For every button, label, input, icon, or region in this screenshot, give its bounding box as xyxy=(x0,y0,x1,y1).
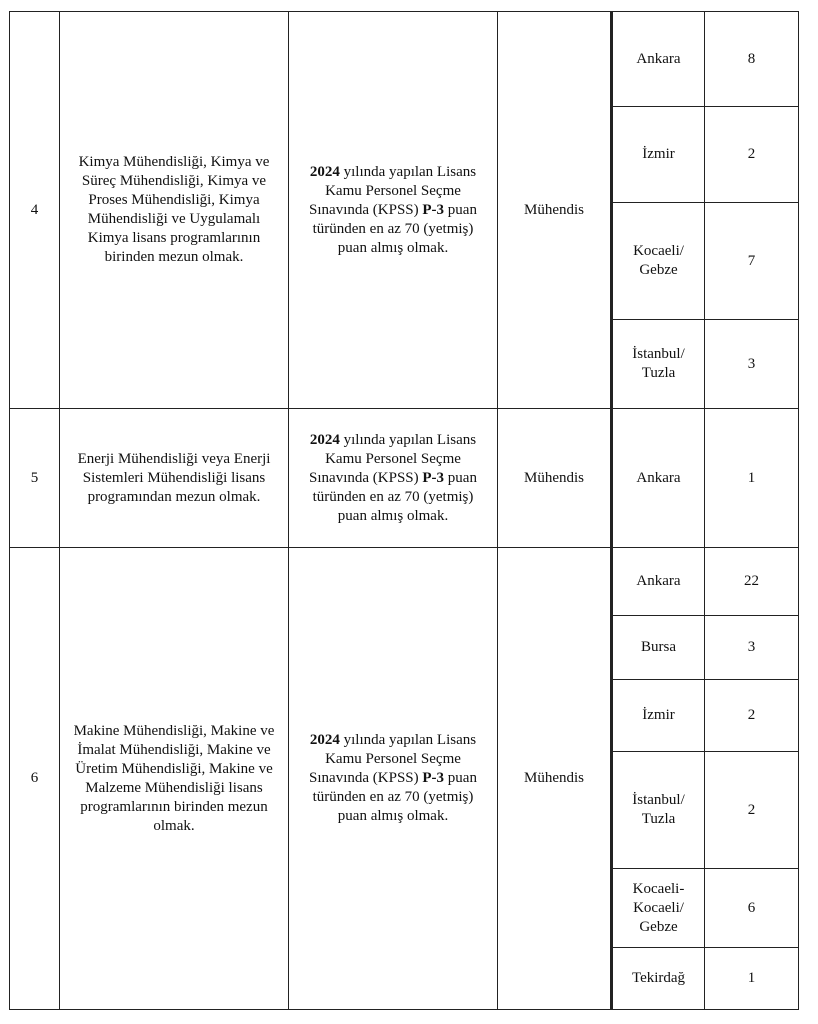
location-count: 2 xyxy=(705,752,799,869)
exam-requirement xyxy=(289,409,498,548)
location-city: İzmir xyxy=(612,680,705,752)
row-number: 6 xyxy=(10,548,60,1010)
exam-score-type: P-3 xyxy=(422,201,445,218)
location-city: Ankara xyxy=(612,548,705,616)
location-city: Kocaeli- Kocaeli/ Gebze xyxy=(612,869,705,948)
exam-text: yılında yapılan Lisans Kamu Personel Seçme Sınavında (KPSS) xyxy=(309,431,477,486)
exam-score-type: P-3 xyxy=(422,770,445,786)
table-row xyxy=(10,12,799,107)
location-city: İstanbul/ Tuzla xyxy=(612,752,705,869)
location-count: 3 xyxy=(705,320,799,409)
exam-text: yılında yapılan Lisans Kamu Personel Seçme Sınavında (KPSS) xyxy=(309,163,477,218)
exam-requirement xyxy=(289,12,498,409)
location-city: Tekirdağ xyxy=(612,948,705,1010)
location-count: 3 xyxy=(705,616,799,680)
exam-year: 2024 xyxy=(309,732,340,748)
exam-score-type: P-3 xyxy=(422,469,445,486)
location-count: 1 xyxy=(705,948,799,1010)
position-title: Mühendis xyxy=(498,409,612,548)
location-city: Bursa xyxy=(612,616,705,680)
location-count: 22 xyxy=(705,548,799,616)
location-city: Kocaeli/ Gebze xyxy=(612,203,705,320)
row-number: 5 xyxy=(10,409,60,548)
exam-text: puan türünden en az 70 (yetmiş) puan almış olmak. xyxy=(312,201,477,256)
row-number: 4 xyxy=(10,12,60,409)
table-row xyxy=(10,548,799,616)
location-count: 6 xyxy=(705,869,799,948)
location-city: Ankara xyxy=(612,409,705,548)
exam-year: 2024 xyxy=(309,163,340,180)
program-requirement: Enerji Mühendisliği veya Enerji Sistemleri Mühendisliği lisans programından mezun olmak. xyxy=(60,409,289,548)
location-count: 1 xyxy=(705,409,799,548)
location-city: İzmir xyxy=(612,107,705,203)
location-count: 8 xyxy=(705,12,799,107)
location-city: İstanbul/ Tuzla xyxy=(612,320,705,409)
location-city: Ankara xyxy=(612,12,705,107)
location-count: 7 xyxy=(705,203,799,320)
exam-requirement xyxy=(289,548,498,1010)
program-requirement: Kimya Mühendisliği, Kimya ve Süreç Mühendisliği, Kimya ve Proses Mühendisliği, Kimya Mühendisliği ve Uygulamalı Kimya lisans programlarının birinden mezun olmak. xyxy=(60,12,289,409)
exam-year: 2024 xyxy=(309,431,340,448)
program-requirement: Makine Mühendisliği, Makine ve İmalat Mühendisliği, Makine ve Üretim Mühendisliği, Makine ve Malzeme Mühendisliği lisans programlarının birinden mezun olmak. xyxy=(60,548,289,1010)
exam-text: yılında yapılan Lisans Kamu Personel Seçme Sınavında (KPSS) xyxy=(309,732,477,786)
exam-text: puan türünden en az 70 (yetmiş) puan almış olmak. xyxy=(312,770,477,824)
location-count: 2 xyxy=(705,680,799,752)
location-count: 2 xyxy=(705,107,799,203)
position-title: Mühendis xyxy=(498,548,612,1010)
positions-table xyxy=(9,11,799,1010)
exam-text: puan türünden en az 70 (yetmiş) puan almış olmak. xyxy=(312,469,477,524)
position-title: Mühendis xyxy=(498,12,612,409)
table-row xyxy=(10,409,799,548)
